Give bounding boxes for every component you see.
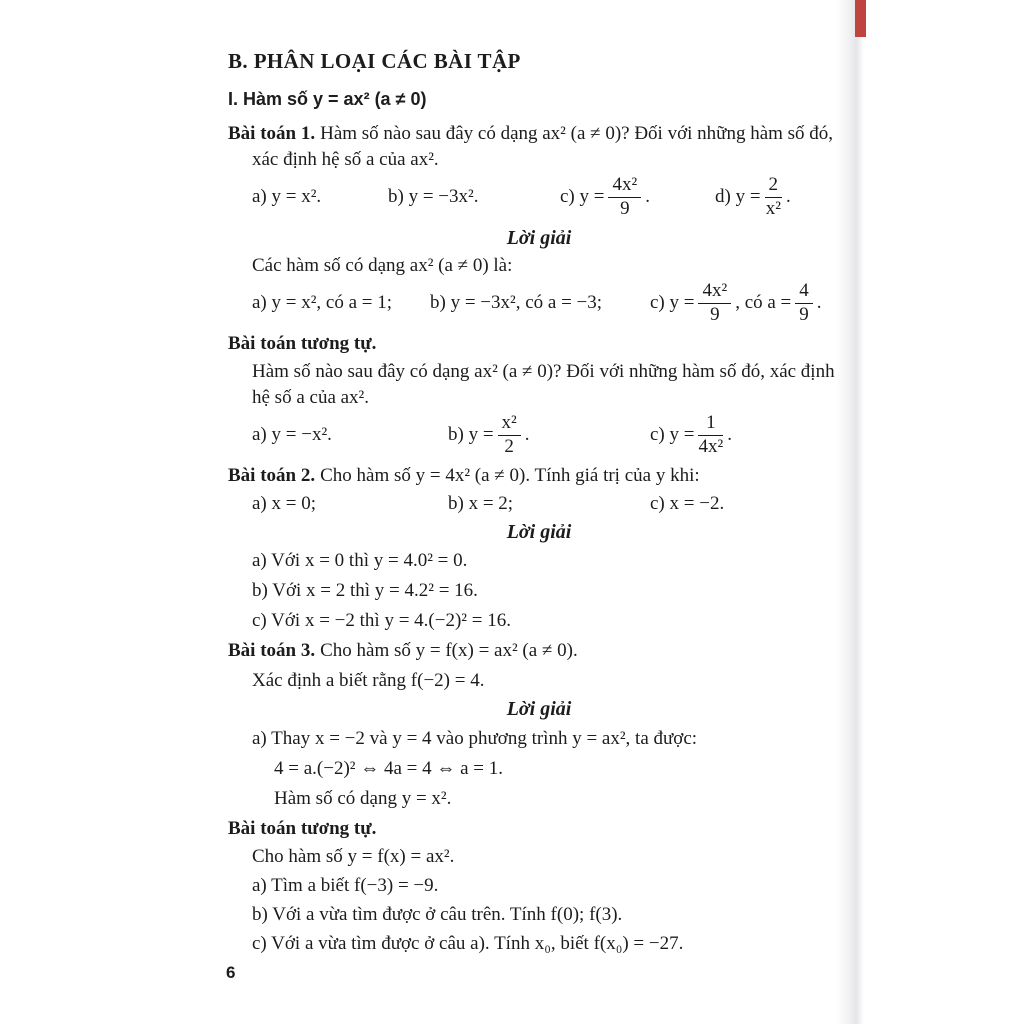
option-b-pre: b) y = — [448, 424, 494, 445]
solution-3-line-3: Hàm số có dạng y = x². — [274, 788, 452, 809]
solution-1-c — [650, 279, 822, 327]
solution-1-a: a) y = x², có a = 1; — [252, 292, 393, 313]
similar-problem-2-heading: Bài toán tương tự. — [228, 818, 377, 839]
fraction-numerator: 4 — [795, 281, 813, 304]
problem-2-label: Bài toán 2. — [228, 465, 316, 486]
problem-1-option-d — [715, 173, 791, 221]
fraction-numerator: 1 — [698, 413, 723, 436]
fraction — [795, 281, 813, 325]
problem-3-text: Cho hàm số y = f(x) = ax² (a ≠ 0). — [320, 640, 578, 661]
solution-heading-1: Lời giải — [506, 227, 572, 249]
solution-1-b: b) y = −3x², có a = −3; — [430, 292, 603, 313]
fraction-numerator: 4x² — [698, 281, 731, 304]
problem-1-option-c — [560, 173, 650, 221]
solution-3-line-2: 4 = a.(−2)² ⇔ 4a = 4 ⇔ a = 1. — [274, 758, 504, 779]
fraction — [498, 413, 521, 457]
section-title: B. PHÂN LOẠI CÁC BÀI TẬP — [228, 49, 521, 73]
solution-1-c-post: . — [816, 292, 822, 313]
problem-2-options — [228, 491, 850, 517]
problem-2-option-a: a) x = 0; — [252, 493, 317, 514]
option-d-pre: d) y = — [715, 186, 761, 207]
fraction-numerator: 4x² — [608, 175, 641, 198]
option-c-pre: c) y = — [560, 186, 605, 207]
similar-2-line-a: a) Tìm a biết f(−3) = −9. — [252, 875, 439, 896]
problem-1-solution-options — [228, 279, 850, 327]
option-d-post: . — [786, 186, 791, 207]
problem-1-options — [228, 173, 850, 221]
problem-1-option-a: a) y = x². — [252, 186, 322, 207]
fraction — [698, 281, 731, 325]
option-c-post: . — [727, 424, 732, 445]
option-b-post: . — [524, 424, 530, 445]
fraction-denominator: 4x² — [698, 435, 724, 457]
page-content — [228, 48, 850, 957]
subsection-title: I. Hàm số y = ax² (a ≠ 0) — [228, 89, 427, 109]
fraction-numerator: x² — [498, 413, 521, 436]
problem-1-statement — [228, 121, 850, 173]
fraction-denominator: 9 — [620, 197, 630, 219]
similar-2-line-c: c) Với a vừa tìm được ở câu a). Tính x₀, biết f(x₀) = −27. — [252, 933, 684, 954]
fraction — [698, 413, 723, 457]
similar-1-option-b — [448, 411, 530, 459]
problem-2-option-b: b) x = 2; — [448, 493, 514, 514]
similar-2-line-1: Cho hàm số y = f(x) = ax². — [252, 846, 455, 867]
similar-1-option-c — [650, 411, 732, 459]
similar-2-line-b: b) Với a vừa tìm được ở câu trên. Tính f(0); f(3). — [252, 904, 623, 925]
problem-2-text: Cho hàm số y = 4x² (a ≠ 0). Tính giá trị của y khi: — [320, 465, 700, 486]
solution-2-line-c: c) Với x = −2 thì y = 4.(−2)² = 16. — [252, 610, 511, 631]
option-c-post: . — [645, 186, 650, 207]
problem-1-label: Bài toán 1. — [228, 123, 316, 144]
option-c-pre: c) y = — [650, 424, 695, 445]
problem-2-statement — [228, 463, 850, 489]
page-number: 6 — [226, 963, 236, 982]
fraction-denominator: 2 — [504, 435, 514, 457]
solution-1-c-mid: , có a = — [735, 292, 792, 313]
problem-1-option-b: b) y = −3x². — [388, 186, 479, 207]
red-bookmark-strip — [855, 0, 866, 37]
solution-2-line-a: a) Với x = 0 thì y = 4.0² = 0. — [252, 550, 468, 571]
similar-problem-1-options — [228, 411, 850, 459]
solution-heading-3: Lời giải — [506, 698, 572, 720]
solution-heading-2: Lời giải — [506, 521, 572, 543]
fraction-denominator: x² — [765, 197, 781, 219]
problem-3-statement — [228, 638, 850, 664]
similar-problem-1-text: Hàm số nào sau đây có dạng ax² (a ≠ 0)? Đối với những hàm số đó, xác định hệ số a của ax². — [252, 361, 835, 408]
problem-1-solution-intro: Các hàm số có dạng ax² (a ≠ 0) là: — [252, 255, 513, 276]
fraction-denominator: 9 — [799, 303, 809, 325]
problem-1-text: Hàm số nào sau đây có dạng ax² (a ≠ 0)? Đối với những hàm số đó, xác định hệ số a của ax². — [252, 123, 834, 170]
fraction — [608, 175, 641, 219]
problem-3-line-2: Xác định a biết rằng f(−2) = 4. — [252, 670, 485, 691]
fraction-numerator: 2 — [765, 175, 783, 198]
similar-1-option-a: a) y = −x². — [252, 424, 332, 445]
problem-3-label: Bài toán 3. — [228, 640, 316, 661]
similar-problem-1-heading: Bài toán tương tự. — [228, 333, 377, 354]
solution-2-line-b: b) Với x = 2 thì y = 4.2² = 16. — [252, 580, 478, 601]
solution-3-line-1: a) Thay x = −2 và y = 4 vào phương trình y = ax², ta được: — [252, 728, 698, 749]
fraction-denominator: 9 — [710, 303, 720, 325]
solution-1-c-pre: c) y = — [650, 292, 695, 313]
fraction — [765, 175, 783, 219]
problem-2-option-c: c) x = −2. — [650, 493, 725, 514]
